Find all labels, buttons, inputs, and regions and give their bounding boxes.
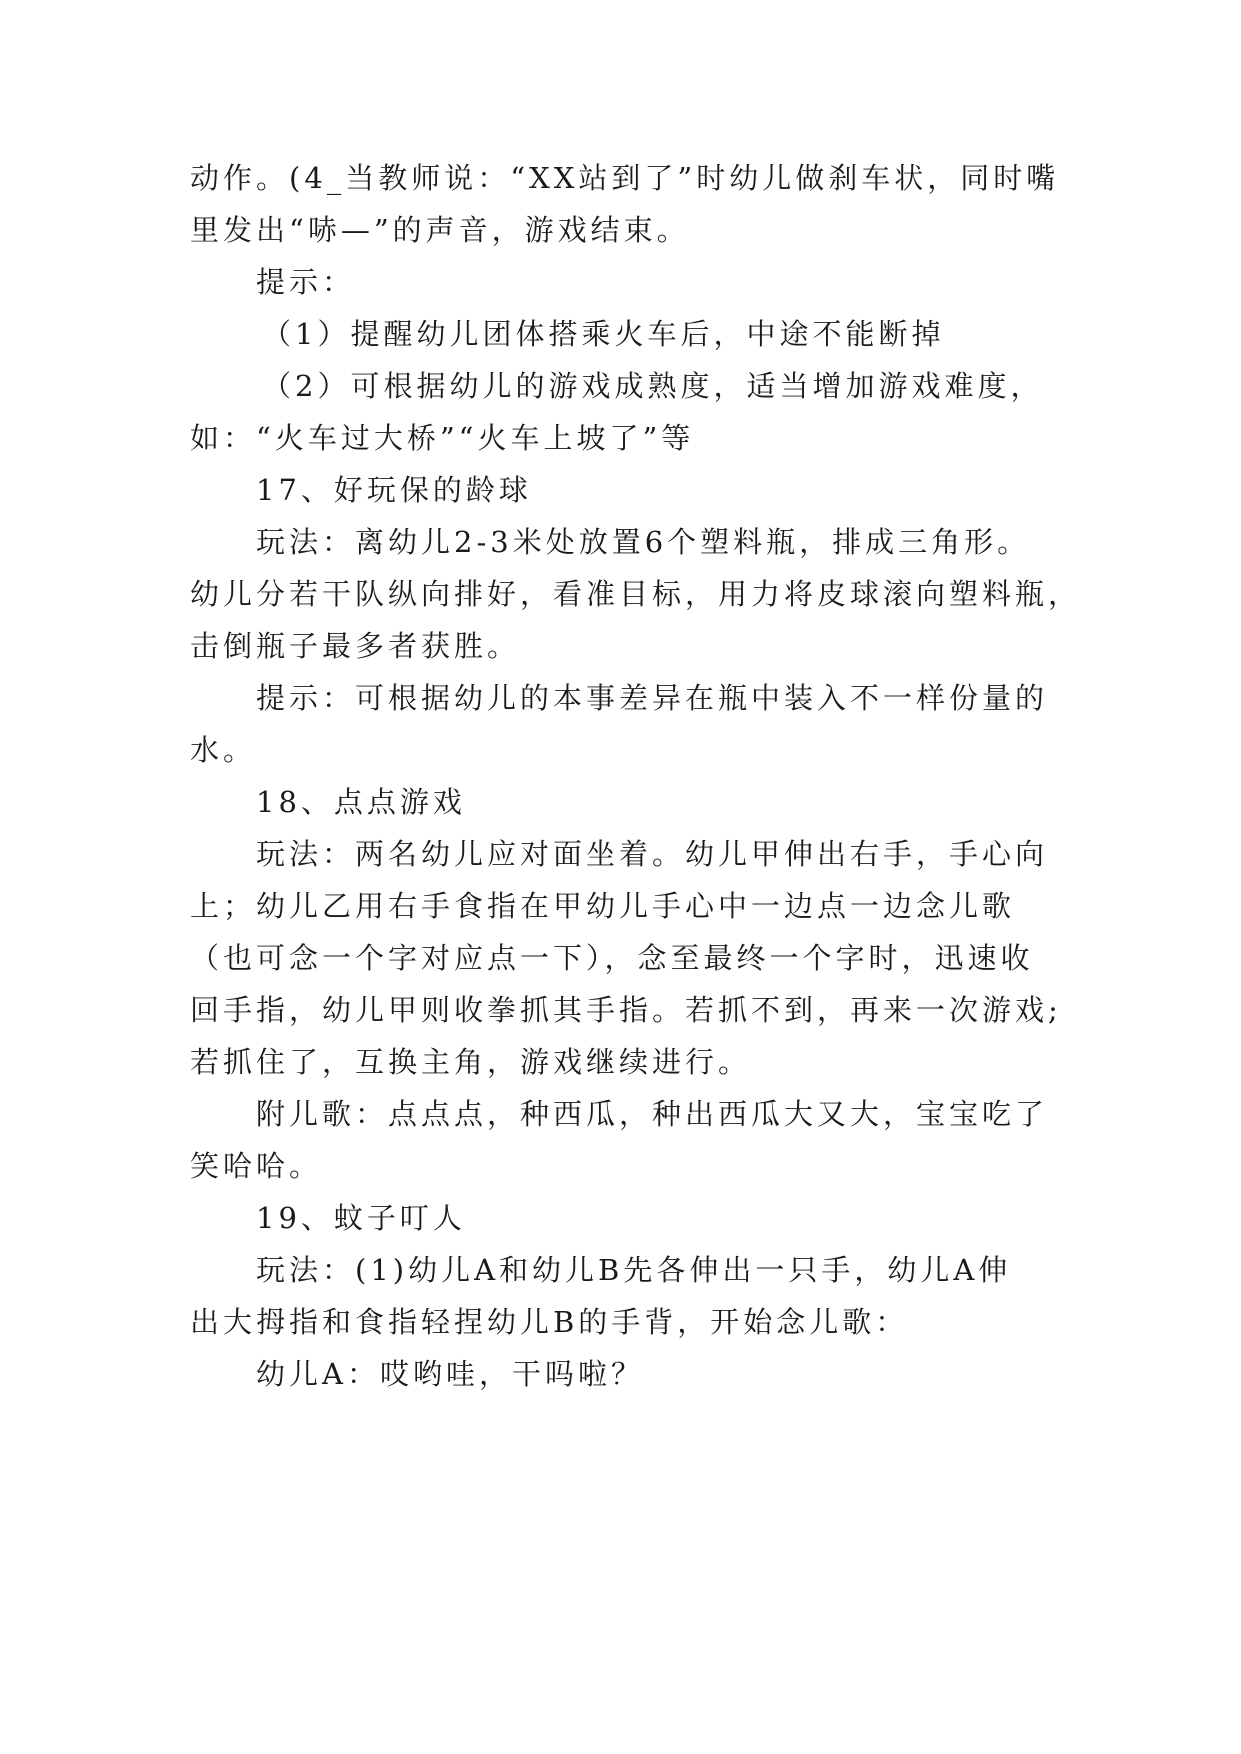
text-line: 里发出“哧—”的声音，游戏结束。 <box>190 213 690 247</box>
text-line: 附儿歌：点点点，种西瓜，种出西瓜大又大，宝宝吃了 <box>256 1097 1049 1131</box>
text-line: 如：“火车过大桥”“火车上坡了”等 <box>190 421 695 455</box>
list-item: （2）可根据幼儿的游戏成熟度，适当增加游戏难度， <box>262 369 1044 403</box>
text-line: 玩法：(1)幼儿A和幼儿B先各伸出一只手，幼儿A伸 <box>256 1253 1012 1287</box>
section-heading: 18、点点游戏 <box>256 785 466 819</box>
text-line: 动作。(4_当教师说：“XX站到了”时幼儿做刹车状，同时嘴 <box>190 161 1060 195</box>
text-line: 笑哈哈。 <box>190 1149 323 1183</box>
text-line: 玩法：离幼儿2-3米处放置6个塑料瓶，排成三角形。 <box>256 525 1031 559</box>
section-heading: 17、好玩保的龄球 <box>256 473 532 507</box>
text-line: 水。 <box>190 733 257 767</box>
list-item: （1）提醒幼儿团体搭乘火车后，中途不能断掉 <box>262 317 945 351</box>
text-line: 玩法：两名幼儿应对面坐着。幼儿甲伸出右手，手心向 <box>256 837 1049 871</box>
text-line: 回手指，幼儿甲则收拳抓其手指。若抓不到，再来一次游戏; <box>190 993 1062 1027</box>
section-heading: 19、蚊子叮人 <box>256 1201 466 1235</box>
text-line: 出大拇指和食指轻捏幼儿B的手背，开始念儿歌： <box>190 1305 909 1339</box>
text-line: （也可念一个字对应点一下），念至最终一个字时，迅速收 <box>190 941 1034 975</box>
text-line: 幼儿A：哎哟哇，干吗啦？ <box>256 1357 644 1391</box>
text-line: 提示： <box>256 265 356 299</box>
text-line: 幼儿分若干队纵向排好，看准目标，用力将皮球滚向塑料瓶， <box>190 577 1082 611</box>
text-line: 上；幼儿乙用右手食指在甲幼儿手心中一边点一边念儿歌 <box>190 889 1016 923</box>
text-line: 若抓住了，互换主角，游戏继续进行。 <box>190 1045 752 1079</box>
text-line: 击倒瓶子最多者获胜。 <box>190 629 521 663</box>
text-line: 提示：可根据幼儿的本事差异在瓶中装入不一样份量的 <box>256 681 1049 715</box>
